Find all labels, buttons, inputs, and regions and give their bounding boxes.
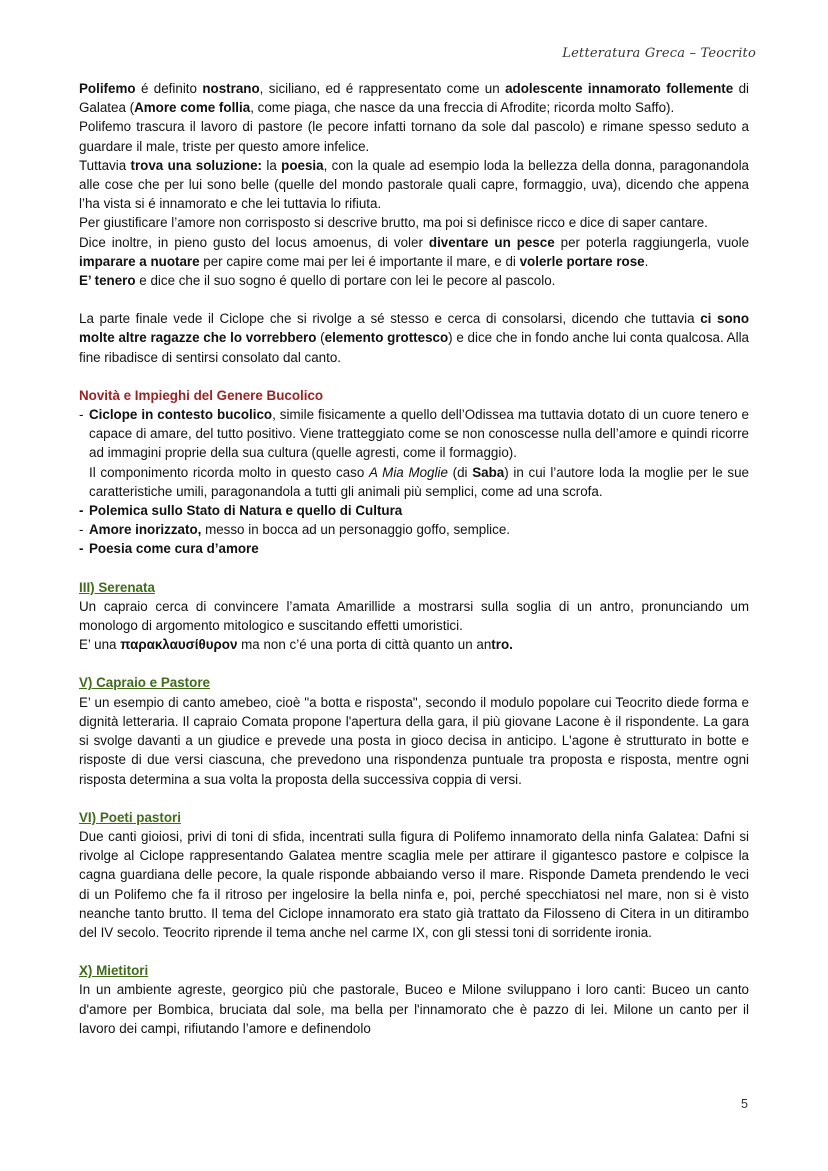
list-item: - Poesia come cura d’amore bbox=[79, 541, 259, 557]
section-heading-capraio: V) Capraio e Pastore bbox=[79, 675, 210, 691]
list-item: - Polemica sullo Stato di Natura e quello di Cultura bbox=[79, 503, 403, 519]
document-body bbox=[79, 79, 749, 1038]
section-heading-novita: Novità e Impieghi del Genere Bucolico bbox=[79, 387, 324, 403]
intro-paragraph-4: Per giustificare l’amore non corrisposto si descrive brutto, ma poi si definisce ricco e dice di saper cantare. bbox=[79, 215, 708, 231]
section-heading-serenata: III) Serenata bbox=[79, 579, 155, 595]
novita-list bbox=[79, 405, 749, 559]
intro-paragraph-7: La parte finale vede il Ciclope che si rivolge a sé stesso e cerca di consolarsi, dicendo che tuttavia ci sono molte altre ragazze che lo vorrebbero (elemento grottesco) e dice che in fondo anche lui conta qualcosa. Alla fine ribadisce di sentirsi consolato dal canto. bbox=[79, 311, 750, 365]
page-number: 5 bbox=[741, 1097, 748, 1111]
section-heading-poeti: VI) Poeti pastori bbox=[79, 809, 181, 825]
list-item: - Ciclope in contesto bucolico, simile fisicamente a quello dell’Odissea ma tuttavia dotato di un cuore tenero e capace di amare, del tutto positivo. Viene tratteggiato come se non conoscesse nulla dell’amore e quindi ricorre ad immagini proprie della sua cultura (quelle agresti, come il formaggio). Il componimento ricorda molto in questo caso A Mia Moglie (di Saba) in cui l’autore loda la moglie per le sue caratteristiche umili, paragonandola a tutti gli animali più semplici, come ad una scrofa. bbox=[79, 407, 750, 499]
mietitori-paragraph: In un ambiente agreste, georgico più che pastorale, Buceo e Milone sviluppano i loro canti: Buceo un canto d'amore per Bombica, bruciata dal sole, ma bella per l'innamorato che è pazzo di lei. Milone un canto per il lavoro dei campi, rifiutando l’amore e definendolo bbox=[79, 982, 749, 1036]
serenata-paragraph-2: E’ una παρακλαυσίθυρον ma non c’é una porta di città quanto un antro. bbox=[79, 637, 513, 653]
page-header: Letteratura Greca – Teocrito bbox=[562, 46, 756, 61]
list-item: - Amore inorizzato, messo in bocca ad un personaggio goffo, semplice. bbox=[79, 522, 511, 538]
intro-paragraph-1: Polifemo é definito nostrano, siciliano, ed é rappresentato come un adolescente innamorato follemente di Galatea (Amore come follia, come piaga, che nasce da una freccia di Afrodite; ricorda molto Saffo). bbox=[79, 81, 750, 116]
poeti-paragraph: Due canti gioiosi, privi di toni di sfida, incentrati sulla figura di Polifemo innamorato della ninfa Galatea: Dafni si rivolge al Ciclope rappresentando Galatea mentre scaglia mele per attirare il gigantesco pastore e colpisce la cagna guardiana delle pecore, la quale risponde abbaiando verso il mare. Risponde Dameta prendendo le veci di un Polifemo che fa il ritroso per ingelosire la bella ninfa e, poi, perché specchiatosi nel mare, non si è visto neanche tanto brutto. Il tema del Ciclope innamorato era stato già trattato da Filosseno di Citera in un ditirambo del IV secolo. Teocrito riprende il tema anche nel carme IX, con gli stessi toni di sorridente ironia. bbox=[79, 828, 749, 940]
intro-paragraph-2: Polifemo trascura il lavoro di pastore (le pecore infatti tornano da sole dal pascolo) e rimane spesso seduto a guardare il male, triste per questo amore infelice. bbox=[79, 119, 749, 154]
intro-paragraph-5: Dice inoltre, in pieno gusto del locus amoenus, di voler diventare un pesce per poterla raggiungerla, vuole imparare a nuotare per capire come mai per lei é importante il mare, e di volerle portare rose. bbox=[79, 234, 750, 269]
intro-paragraph-6: E’ tenero e dice che il suo sogno é quello di portare con lei le pecore al pascolo. bbox=[79, 273, 556, 289]
section-heading-mietitori: X) Mietitori bbox=[79, 963, 149, 979]
intro-paragraph-3: Tuttavia trova una soluzione: la poesia, con la quale ad esempio loda la bellezza della donna, paragonandola alle cose che per lui sono belle (quelle del mondo pastorale quali capre, formaggio, uva), dicendo che appena l’ha vista si é innamorato e che lei tuttavia lo rifiuta. bbox=[79, 157, 749, 212]
capraio-paragraph: E’ un esempio di canto amebeo, cioè "a botta e risposta", secondo il modulo popolare cui Teocrito diede forma e dignità letteraria. Il capraio Comata propone l'apertura della gara, il più giovane Lacone è il rispondente. La gara si svolge davanti a un giudice e prevede una posta in gioco decisa in anticipo. L'agone è strutturato in botte e risposte di due versi ciascuna, che prevedono una rispondenza puntuale tra proposta e risposta, mentre ogni risposta determina a sua volta la proposta della successiva coppia di versi. bbox=[79, 694, 749, 787]
serenata-paragraph-1: Un capraio cerca di convincere l’amata Amarillide a mostrarsi sulla soglia di un antro, pronunciando um monologo di argomento mitologico e suscitando effetti umoristici. bbox=[79, 598, 749, 634]
